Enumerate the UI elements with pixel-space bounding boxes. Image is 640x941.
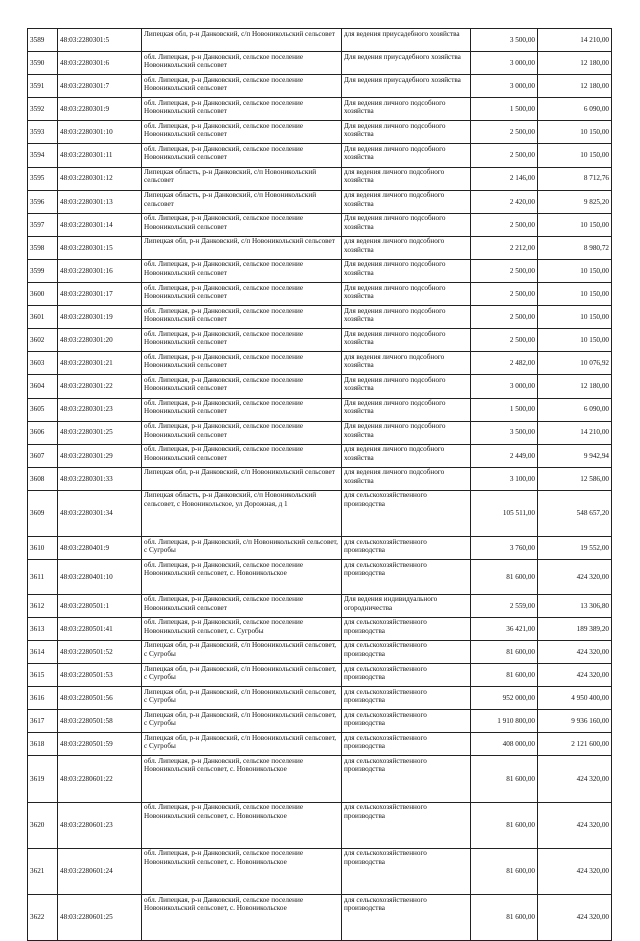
cadastral-number-cell: 48:03:2280301:13 (58, 190, 142, 213)
cadastral-number-cell: 48:03:2280301:33 (58, 467, 142, 490)
row-number-cell: 3606 (28, 421, 58, 444)
cadastral-number-cell: 48:03:2280501:53 (58, 664, 142, 687)
address-cell: обл. Липецкая, р-н Данковский, сельское поселение Новоникольский сельсовет, с. Сугробы (142, 617, 342, 640)
table-row (28, 52, 612, 75)
area-cell: 2 212,00 (471, 236, 538, 259)
table-row (28, 236, 612, 259)
area-cell: 2 500,00 (471, 306, 538, 329)
address-cell: обл. Липецкая, р-н Данковский, сельское поселение Новоникольский сельсовет, с. Новоникольское (142, 895, 342, 941)
address-cell: обл. Липецкая, р-н Данковский, сельское поселение Новоникольский сельсовет (142, 421, 342, 444)
table-row (28, 594, 612, 617)
table-row (28, 98, 612, 121)
cadastral-value-cell: 10 150,00 (538, 259, 612, 282)
address-cell: Липецкая обл, р-н Данковский, с/п Новоникольский сельсовет (142, 467, 342, 490)
table-body (28, 29, 612, 941)
cadastral-value-cell: 6 090,00 (538, 98, 612, 121)
address-cell: Липецкая обл, р-н Данковский, с/п Новоникольский сельсовет (142, 236, 342, 259)
area-cell: 105 511,00 (471, 490, 538, 536)
table-row (28, 352, 612, 375)
address-cell: обл. Липецкая, р-н Данковский, сельское поселение Новоникольский сельсовет, с. Новоникольское (142, 756, 342, 802)
area-cell: 3 000,00 (471, 375, 538, 398)
table-row (28, 375, 612, 398)
row-number-cell: 3621 (28, 848, 58, 894)
permitted-use-cell: для ведения личного подсобного хозяйства (342, 352, 471, 375)
cadastral-value-cell: 189 389,20 (538, 617, 612, 640)
permitted-use-cell: для сельскохозяйственного производства (342, 895, 471, 941)
row-number-cell: 3597 (28, 213, 58, 236)
cadastral-number-cell: 48:03:2280401:9 (58, 537, 142, 560)
cadastral-value-cell: 4 950 400,00 (538, 687, 612, 710)
area-cell: 1 910 800,00 (471, 710, 538, 733)
address-cell: Липецкая обл, р-н Данковский, с/п Новоникольский сельсовет, с Сугробы (142, 687, 342, 710)
row-number-cell: 3596 (28, 190, 58, 213)
table-row (28, 29, 612, 52)
permitted-use-cell: Для ведения личного подсобного хозяйства (342, 283, 471, 306)
address-cell: обл. Липецкая, р-н Данковский, сельское поселение Новоникольский сельсовет (142, 213, 342, 236)
table-row (28, 75, 612, 98)
cadastral-number-cell: 48:03:2280301:16 (58, 259, 142, 282)
permitted-use-cell: для ведения приусадебного хозяйства (342, 29, 471, 52)
cadastral-value-cell: 6 090,00 (538, 398, 612, 421)
cadastral-value-cell: 13 306,80 (538, 594, 612, 617)
cadastral-value-cell: 10 150,00 (538, 144, 612, 167)
address-cell: Липецкая обл, р-н Данковский, с/п Новоникольский сельсовет, с Сугробы (142, 640, 342, 663)
row-number-cell: 3593 (28, 121, 58, 144)
cadastral-number-cell: 48:03:2280601:25 (58, 895, 142, 941)
cadastral-number-cell: 48:03:2280301:6 (58, 52, 142, 75)
area-cell: 2 500,00 (471, 121, 538, 144)
address-cell: обл. Липецкая, р-н Данковский, сельское поселение Новоникольский сельсовет (142, 352, 342, 375)
permitted-use-cell: для сельскохозяйственного производства (342, 664, 471, 687)
cadastral-number-cell: 48:03:2280301:34 (58, 490, 142, 536)
address-cell: обл. Липецкая, р-н Данковский, сельское поселение Новоникольский сельсовет (142, 283, 342, 306)
permitted-use-cell: для сельскохозяйственного производства (342, 710, 471, 733)
permitted-use-cell: для ведения личного подсобного хозяйства (342, 236, 471, 259)
table-row (28, 283, 612, 306)
table-row (28, 848, 612, 894)
permitted-use-cell: для сельскохозяйственного производства (342, 802, 471, 848)
permitted-use-cell: для ведения личного подсобного хозяйства (342, 467, 471, 490)
cadastral-value-cell: 8 980,72 (538, 236, 612, 259)
area-cell: 2 420,00 (471, 190, 538, 213)
address-cell: обл. Липецкая, р-н Данковский, сельское поселение Новоникольский сельсовет (142, 375, 342, 398)
permitted-use-cell: Для ведения личного подсобного хозяйства (342, 121, 471, 144)
address-cell: Липецкая область, р-н Данковский, с/п Новоникольский сельсовет, с Новоникольское, ул Дорожная, д 1 (142, 490, 342, 536)
permitted-use-cell: для сельскохозяйственного производства (342, 687, 471, 710)
permitted-use-cell: для ведения личного подсобного хозяйства (342, 444, 471, 467)
cadastral-number-cell: 48:03:2280301:9 (58, 98, 142, 121)
address-cell: обл. Липецкая, р-н Данковский, с/п Новоникольский сельсовет, с Сугробы (142, 537, 342, 560)
table-row (28, 664, 612, 687)
table-row (28, 121, 612, 144)
cadastral-value-cell: 10 150,00 (538, 283, 612, 306)
permitted-use-cell: для сельскохозяйственного производства (342, 733, 471, 756)
address-cell: обл. Липецкая, р-н Данковский, сельское поселение Новоникольский сельсовет, с. Новоникольское (142, 802, 342, 848)
cadastral-value-cell: 10 150,00 (538, 306, 612, 329)
permitted-use-cell: для ведения личного подсобного хозяйства (342, 190, 471, 213)
permitted-use-cell: Для ведения личного подсобного хозяйства (342, 375, 471, 398)
address-cell: обл. Липецкая, р-н Данковский, сельское поселение Новоникольский сельсовет, с. Новоникольское (142, 560, 342, 595)
row-number-cell: 3616 (28, 687, 58, 710)
permitted-use-cell: для сельскохозяйственного производства (342, 560, 471, 595)
address-cell: обл. Липецкая, р-н Данковский, сельское поселение Новоникольский сельсовет (142, 329, 342, 352)
cadastral-number-cell: 48:03:2280301:7 (58, 75, 142, 98)
area-cell: 81 600,00 (471, 848, 538, 894)
cadastral-value-cell: 12 586,00 (538, 467, 612, 490)
permitted-use-cell: для сельскохозяйственного производства (342, 490, 471, 536)
permitted-use-cell: Для ведения личного подсобного хозяйства (342, 398, 471, 421)
cadastral-value-cell: 19 552,00 (538, 537, 612, 560)
permitted-use-cell: для ведения личного подсобного хозяйства (342, 167, 471, 190)
cadastral-value-cell: 9 936 160,00 (538, 710, 612, 733)
cadastral-value-cell: 8 712,76 (538, 167, 612, 190)
cadastral-number-cell: 48:03:2280501:52 (58, 640, 142, 663)
row-number-cell: 3610 (28, 537, 58, 560)
table-row (28, 687, 612, 710)
address-cell: обл. Липецкая, р-н Данковский, сельское поселение Новоникольский сельсовет (142, 98, 342, 121)
area-cell: 2 500,00 (471, 329, 538, 352)
permitted-use-cell: Для ведения приусадебного хозяйства (342, 75, 471, 98)
area-cell: 3 500,00 (471, 29, 538, 52)
address-cell: Липецкая обл, р-н Данковский, с/п Новоникольский сельсовет (142, 29, 342, 52)
document-page (27, 28, 611, 941)
area-cell: 36 421,00 (471, 617, 538, 640)
cadastral-number-cell: 48:03:2280301:15 (58, 236, 142, 259)
cadastral-value-cell: 10 076,92 (538, 352, 612, 375)
row-number-cell: 3615 (28, 664, 58, 687)
address-cell: обл. Липецкая, р-н Данковский, сельское поселение Новоникольский сельсовет (142, 52, 342, 75)
table-row (28, 560, 612, 595)
row-number-cell: 3599 (28, 259, 58, 282)
row-number-cell: 3609 (28, 490, 58, 536)
cadastral-value-cell: 10 150,00 (538, 213, 612, 236)
area-cell: 952 000,00 (471, 687, 538, 710)
area-cell: 3 000,00 (471, 75, 538, 98)
address-cell: обл. Липецкая, р-н Данковский, сельское поселение Новоникольский сельсовет (142, 259, 342, 282)
permitted-use-cell: для сельскохозяйственного производства (342, 640, 471, 663)
table-row (28, 467, 612, 490)
address-cell: Липецкая область, р-н Данковский, с/п Новоникольский сельсовет (142, 167, 342, 190)
permitted-use-cell: для сельскохозяйственного производства (342, 756, 471, 802)
cadastral-number-cell: 48:03:2280601:24 (58, 848, 142, 894)
permitted-use-cell: Для ведения личного подсобного хозяйства (342, 259, 471, 282)
area-cell: 81 600,00 (471, 664, 538, 687)
address-cell: обл. Липецкая, р-н Данковский, сельское поселение Новоникольский сельсовет (142, 75, 342, 98)
cadastral-number-cell: 48:03:2280501:1 (58, 594, 142, 617)
row-number-cell: 3614 (28, 640, 58, 663)
row-number-cell: 3603 (28, 352, 58, 375)
table-row (28, 259, 612, 282)
cadastral-number-cell: 48:03:2280501:41 (58, 617, 142, 640)
address-cell: обл. Липецкая, р-н Данковский, сельское поселение Новоникольский сельсовет (142, 594, 342, 617)
area-cell: 81 600,00 (471, 802, 538, 848)
row-number-cell: 3592 (28, 98, 58, 121)
table-row (28, 756, 612, 802)
row-number-cell: 3601 (28, 306, 58, 329)
table-row (28, 144, 612, 167)
area-cell: 81 600,00 (471, 640, 538, 663)
cadastral-number-cell: 48:03:2280301:14 (58, 213, 142, 236)
row-number-cell: 3589 (28, 29, 58, 52)
cadastral-number-cell: 48:03:2280301:22 (58, 375, 142, 398)
permitted-use-cell: для сельскохозяйственного производства (342, 848, 471, 894)
area-cell: 81 600,00 (471, 560, 538, 595)
address-cell: обл. Липецкая, р-н Данковский, сельское поселение Новоникольский сельсовет, с. Новоникольское (142, 848, 342, 894)
permitted-use-cell: Для ведения приусадебного хозяйства (342, 52, 471, 75)
row-number-cell: 3612 (28, 594, 58, 617)
table-row (28, 398, 612, 421)
permitted-use-cell: Для ведения личного подсобного хозяйства (342, 329, 471, 352)
cadastral-value-cell: 2 121 600,00 (538, 733, 612, 756)
cadastral-value-cell: 12 180,00 (538, 75, 612, 98)
address-cell: обл. Липецкая, р-н Данковский, сельское поселение Новоникольский сельсовет (142, 144, 342, 167)
row-number-cell: 3608 (28, 467, 58, 490)
area-cell: 2 559,00 (471, 594, 538, 617)
table-row (28, 167, 612, 190)
row-number-cell: 3607 (28, 444, 58, 467)
cadastral-number-cell: 48:03:2280501:58 (58, 710, 142, 733)
row-number-cell: 3602 (28, 329, 58, 352)
cadastral-number-cell: 48:03:2280301:19 (58, 306, 142, 329)
row-number-cell: 3604 (28, 375, 58, 398)
cadastral-value-cell: 424 320,00 (538, 895, 612, 941)
row-number-cell: 3598 (28, 236, 58, 259)
row-number-cell: 3613 (28, 617, 58, 640)
table-row (28, 190, 612, 213)
table-row (28, 213, 612, 236)
cadastral-number-cell: 48:03:2280301:20 (58, 329, 142, 352)
table-row (28, 710, 612, 733)
cadastral-number-cell: 48:03:2280301:23 (58, 398, 142, 421)
row-number-cell: 3590 (28, 52, 58, 75)
cadastral-value-cell: 424 320,00 (538, 640, 612, 663)
area-cell: 2 146,00 (471, 167, 538, 190)
cadastral-value-cell: 424 320,00 (538, 756, 612, 802)
area-cell: 408 000,00 (471, 733, 538, 756)
table-row (28, 537, 612, 560)
row-number-cell: 3605 (28, 398, 58, 421)
area-cell: 81 600,00 (471, 756, 538, 802)
table-row (28, 444, 612, 467)
cadastral-value-cell: 10 150,00 (538, 329, 612, 352)
area-cell: 2 500,00 (471, 283, 538, 306)
land-parcels-table (27, 28, 612, 941)
row-number-cell: 3618 (28, 733, 58, 756)
permitted-use-cell: Для ведения личного подсобного хозяйства (342, 306, 471, 329)
cadastral-number-cell: 48:03:2280601:22 (58, 756, 142, 802)
row-number-cell: 3611 (28, 560, 58, 595)
permitted-use-cell: для сельскохозяйственного производства (342, 617, 471, 640)
address-cell: обл. Липецкая, р-н Данковский, сельское поселение Новоникольский сельсовет (142, 444, 342, 467)
permitted-use-cell: Для ведения личного подсобного хозяйства (342, 98, 471, 121)
cadastral-number-cell: 48:03:2280501:59 (58, 733, 142, 756)
table-row (28, 421, 612, 444)
row-number-cell: 3620 (28, 802, 58, 848)
address-cell: Липецкая область, р-н Данковский, с/п Новоникольский сельсовет (142, 190, 342, 213)
address-cell: обл. Липецкая, р-н Данковский, сельское поселение Новоникольский сельсовет (142, 121, 342, 144)
address-cell: Липецкая обл, р-н Данковский, с/п Новоникольский сельсовет, с Сугробы (142, 710, 342, 733)
address-cell: Липецкая обл, р-н Данковский, с/п Новоникольский сельсовет, с Сугробы (142, 664, 342, 687)
address-cell: обл. Липецкая, р-н Данковский, сельское поселение Новоникольский сельсовет (142, 306, 342, 329)
cadastral-number-cell: 48:03:2280301:10 (58, 121, 142, 144)
area-cell: 3 100,00 (471, 467, 538, 490)
cadastral-value-cell: 14 210,00 (538, 421, 612, 444)
table-row (28, 802, 612, 848)
row-number-cell: 3619 (28, 756, 58, 802)
area-cell: 81 600,00 (471, 895, 538, 941)
area-cell: 2 500,00 (471, 259, 538, 282)
row-number-cell: 3594 (28, 144, 58, 167)
cadastral-number-cell: 48:03:2280301:21 (58, 352, 142, 375)
cadastral-value-cell: 548 657,20 (538, 490, 612, 536)
row-number-cell: 3595 (28, 167, 58, 190)
area-cell: 3 500,00 (471, 421, 538, 444)
cadastral-value-cell: 14 210,00 (538, 29, 612, 52)
cadastral-number-cell: 48:03:2280401:10 (58, 560, 142, 595)
cadastral-value-cell: 424 320,00 (538, 802, 612, 848)
table-row (28, 306, 612, 329)
area-cell: 2 449,00 (471, 444, 538, 467)
area-cell: 3 000,00 (471, 52, 538, 75)
cadastral-value-cell: 424 320,00 (538, 664, 612, 687)
area-cell: 3 760,00 (471, 537, 538, 560)
cadastral-value-cell: 12 180,00 (538, 52, 612, 75)
table-row (28, 733, 612, 756)
cadastral-number-cell: 48:03:2280301:12 (58, 167, 142, 190)
cadastral-number-cell: 48:03:2280301:17 (58, 283, 142, 306)
table-row (28, 640, 612, 663)
table-row (28, 617, 612, 640)
cadastral-value-cell: 9 825,20 (538, 190, 612, 213)
address-cell: Липецкая обл, р-н Данковский, с/п Новоникольский сельсовет, с Сугробы (142, 733, 342, 756)
permitted-use-cell: для сельскохозяйственного производства (342, 537, 471, 560)
cadastral-number-cell: 48:03:2280301:5 (58, 29, 142, 52)
area-cell: 2 500,00 (471, 213, 538, 236)
row-number-cell: 3600 (28, 283, 58, 306)
row-number-cell: 3591 (28, 75, 58, 98)
permitted-use-cell: Для ведения личного подсобного хозяйства (342, 421, 471, 444)
area-cell: 2 482,00 (471, 352, 538, 375)
area-cell: 1 500,00 (471, 98, 538, 121)
cadastral-value-cell: 424 320,00 (538, 848, 612, 894)
cadastral-value-cell: 9 942,94 (538, 444, 612, 467)
table-row (28, 329, 612, 352)
cadastral-value-cell: 10 150,00 (538, 121, 612, 144)
cadastral-number-cell: 48:03:2280301:25 (58, 421, 142, 444)
table-row (28, 490, 612, 536)
permitted-use-cell: Для ведения индивидуального огородничества (342, 594, 471, 617)
row-number-cell: 3617 (28, 710, 58, 733)
area-cell: 1 500,00 (471, 398, 538, 421)
cadastral-value-cell: 12 180,00 (538, 375, 612, 398)
cadastral-number-cell: 48:03:2280301:29 (58, 444, 142, 467)
cadastral-value-cell: 424 320,00 (538, 560, 612, 595)
row-number-cell: 3622 (28, 895, 58, 941)
cadastral-number-cell: 48:03:2280501:56 (58, 687, 142, 710)
permitted-use-cell: Для ведения личного подсобного хозяйства (342, 144, 471, 167)
cadastral-number-cell: 48:03:2280601:23 (58, 802, 142, 848)
table-row (28, 895, 612, 941)
area-cell: 2 500,00 (471, 144, 538, 167)
cadastral-number-cell: 48:03:2280301:11 (58, 144, 142, 167)
permitted-use-cell: Для ведения личного подсобного хозяйства (342, 213, 471, 236)
address-cell: обл. Липецкая, р-н Данковский, сельское поселение Новоникольский сельсовет (142, 398, 342, 421)
